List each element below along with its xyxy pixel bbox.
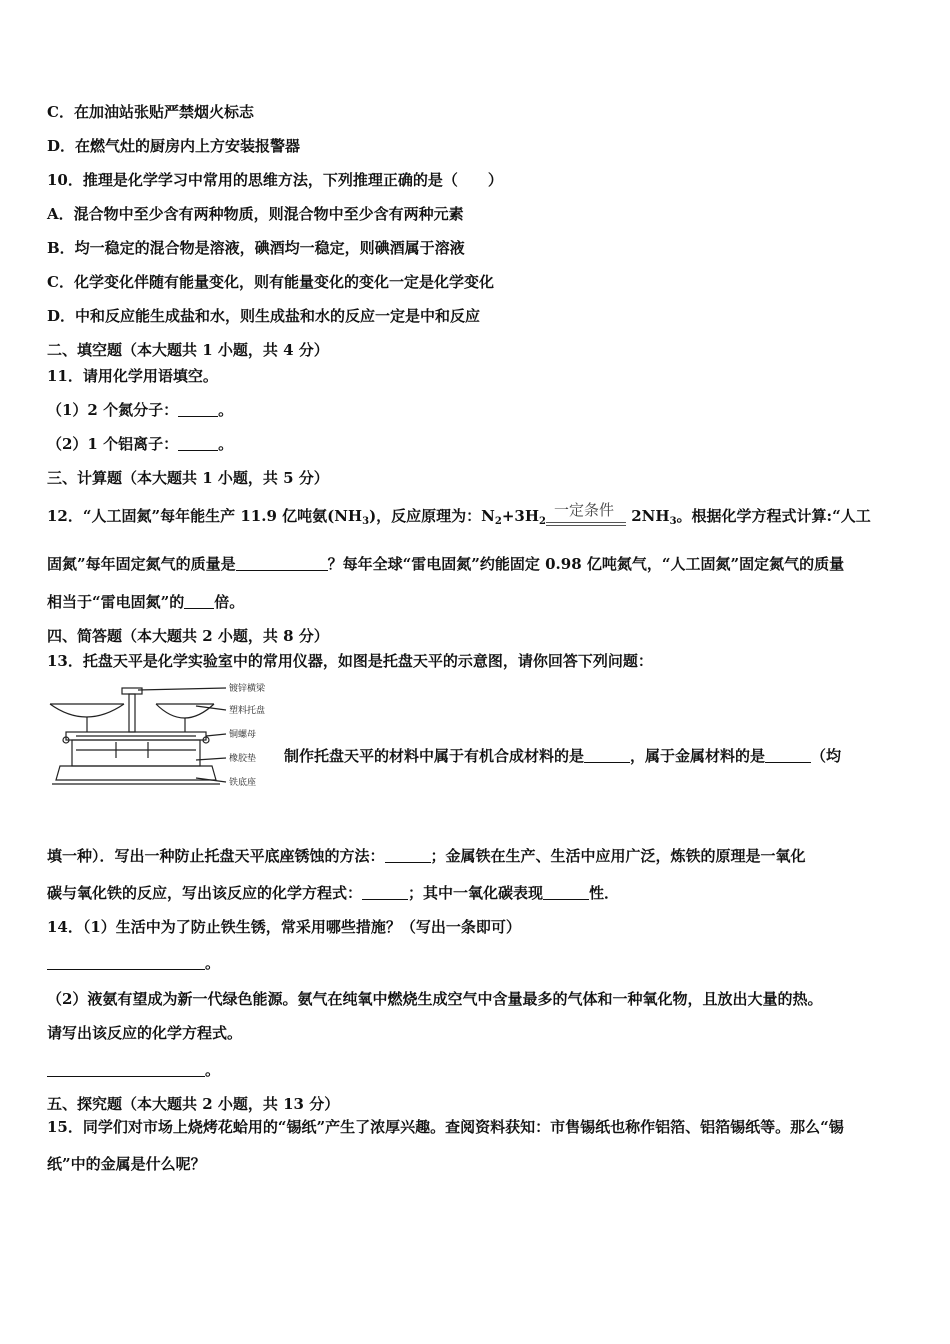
q12-line1: 12．“人工固氮”每年能生产 11.9 亿吨氨$(NH_3)$，反应原理为：$N_2+3H_2$ 一定条件 $2NH_3$。根据化学方程式计算:“人工: [47, 506, 871, 532]
section-short-answer: 四、简答题（本大题共 2 小题，共 8 分）: [47, 627, 329, 645]
q14-part2-prompt: 请写出该反应的化学方程式。: [47, 1024, 243, 1042]
q11-stem: 11．请用化学用语填空。: [47, 367, 218, 385]
q10-option-c: C．化学变化伴随有能量变化，则有能量变化的变化一定是化学变化: [47, 273, 494, 291]
q10-option-a: A．混合物中至少含有两种物质，则混合物中至少含有两种元素: [47, 205, 464, 223]
q14-part2: （2）液氨有望成为新一代绿色能源。氨气在纯氧中燃烧生成空气中含量最多的气体和一种氧化物，且放出大量的热。: [47, 990, 823, 1008]
answer-blank: [543, 885, 589, 900]
q10-option-d: D．中和反应能生成盐和水，则生成盐和水的反应一定是中和反应: [47, 307, 481, 325]
q11-part1: （1）2 个氮分子： 。: [47, 401, 234, 419]
right-pan: [156, 704, 214, 718]
answer-blank: [47, 1062, 205, 1077]
section-fill-blank: 二、填空题（本大题共 1 小题，共 4 分）: [47, 341, 329, 359]
label-rubber-pad: 橡胶垫: [229, 754, 257, 764]
q11-part2: （2）1 个铝离子： 。: [47, 435, 234, 453]
section-inquiry: 五、探究题（本大题共 2 小题，共 13 分）: [47, 1095, 340, 1113]
answer-blank: [765, 748, 811, 763]
balance-diagram: [46, 680, 282, 798]
iron-base: [56, 766, 216, 780]
reaction-condition-arrow: 一定条件: [546, 512, 626, 532]
q12-line2: 固氮”每年固定氮气的质量是 ？每年全球“雷电固氮”约能固定 0.98 亿吨氮气，“人工固氮”固定氮气的质量: [47, 555, 845, 573]
answer-blank: [584, 748, 630, 763]
answer-blank: [236, 556, 328, 571]
q15-line2: 纸”中的金属是什么呢？: [47, 1155, 206, 1173]
q13-stem: 13．托盘天平是化学实验室中的常用仪器，如图是托盘天平的示意图，请你回答下列问题：: [47, 652, 653, 670]
q14-answer1: 。: [47, 953, 220, 973]
q14-answer2: 。: [47, 1060, 220, 1080]
section-calculation: 三、计算题（本大题共 1 小题，共 5 分）: [47, 469, 329, 487]
q13-line3: 碳与氧化铁的反应，写出该反应的化学方程式： ；其中一氧化碳表现 性．: [47, 884, 620, 902]
answer-blank: [178, 402, 218, 417]
answer-blank: [184, 594, 214, 609]
q13-line2: 填一种）．写出一种防止托盘天平底座锈蚀的方法： ；金属铁在生产、生活中应用广泛，炼铁的原理是一氧化: [47, 847, 806, 865]
label-nut: 铜螺母: [229, 730, 257, 740]
q9-option-d: D．在燃气灶的厨房内上方安装报警器: [47, 137, 301, 155]
label-iron-base: 铁底座: [229, 778, 257, 788]
q12-line3: 相当于“雷电固氮”的 倍。: [47, 593, 245, 611]
q10-option-b: B．均一稳定的混合物是溶液，碘酒均一稳定，则碘酒属于溶液: [47, 239, 465, 257]
q13-right-text: 制作托盘天平的材料中属于有机合成材料的是 ，属于金属材料的是 （均: [284, 747, 842, 765]
q9-option-c: C．在加油站张贴严禁烟火标志: [47, 103, 254, 121]
q10-stem: 10．推理是化学学习中常用的思维方法，下列推理正确的是（ ）: [47, 171, 503, 189]
answer-blank: [47, 955, 205, 970]
answer-blank: [385, 848, 431, 863]
answer-blank: [178, 436, 218, 451]
left-pan: [50, 704, 124, 717]
q15-line1: 15．同学们对市场上烧烤花蛤用的“锡纸”产生了浓厚兴趣。查阅资料获知：市售锡纸也称作铝箔、铝箔锡纸等。那么“锡: [47, 1118, 844, 1136]
label-beam: 镀锌横梁: [229, 684, 266, 694]
label-pan: 塑料托盘: [229, 706, 266, 716]
answer-blank: [362, 885, 408, 900]
q14-stem: 14．（1）生活中为了防止铁生锈，常采用哪些措施？（写出一条即可）: [47, 918, 521, 936]
